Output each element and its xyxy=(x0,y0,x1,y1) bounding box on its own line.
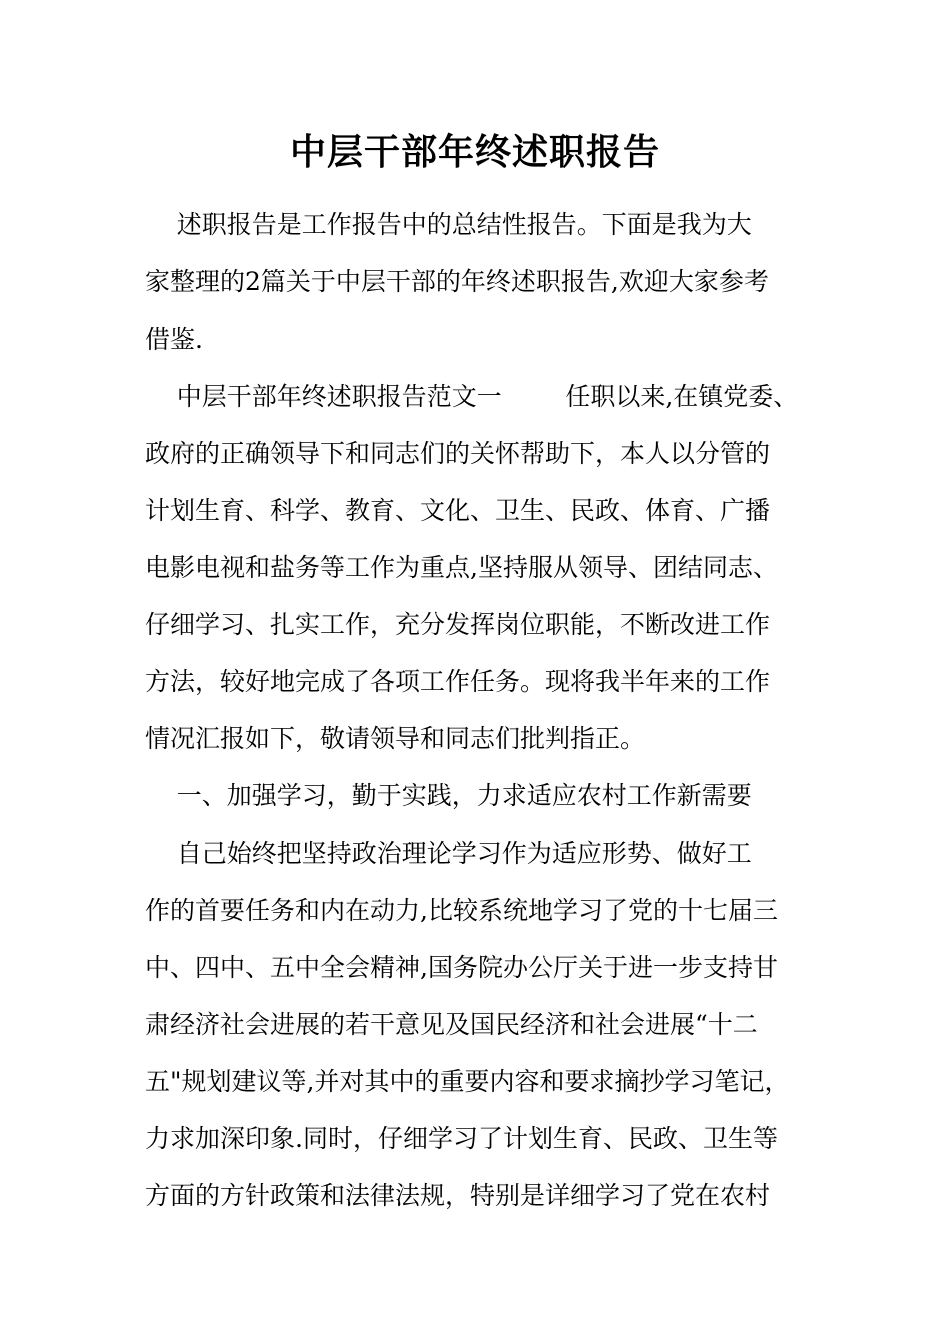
paragraph-line: 电影电视和盐务等工作为重点,坚持服从领导、团结同志、 xyxy=(145,553,778,582)
paragraph-line: 方法，较好地完成了各项工作任务。现将我半年来的工作 xyxy=(145,667,771,696)
paragraph-line: 政府的正确领导下和同志们的关怀帮助下，本人以分管的 xyxy=(145,439,771,468)
paragraph-line: 自己始终把坚持政治理论学习作为适应形势、做好工 xyxy=(145,839,752,868)
section-heading: 一、加强学习，勤于实践，力求适应农村工作新需要 xyxy=(145,781,752,810)
paragraph-line: 情况汇报如下，敬请领导和同志们批判指正。 xyxy=(145,724,646,753)
paragraph-line: 述职报告是工作报告中的总结性报告。下面是我为大 xyxy=(145,210,752,239)
paragraph-line: 中、四中、五中全会精神,国务院办公厅关于进一步支持甘 xyxy=(145,953,778,982)
paragraph-line: 计划生育、科学、教育、文化、卫生、民政、体育、广播 xyxy=(145,496,771,525)
paragraph-line: 中层干部年终述职报告范文一 任职以来,在镇党委、 xyxy=(145,382,799,411)
document-title: 中层干部年终述职报告 xyxy=(289,131,660,173)
paragraph-line: 五"规划建议等,并对其中的重要内容和要求摘抄学习笔记， xyxy=(145,1067,790,1096)
paragraph-line: 家整理的2篇关于中层干部的年终述职报告,欢迎大家参考 xyxy=(145,267,769,296)
paragraph-line: 仔细学习、扎实工作，充分发挥岗位职能，不断改进工作 xyxy=(145,610,771,639)
paragraph-line: 作的首要任务和内在动力,比较系统地学习了党的十七届三 xyxy=(145,896,778,925)
paragraph-line: 借鉴. xyxy=(145,325,203,354)
paragraph-line: 肃经济社会进展的若干意见及国民经济和社会进展“十二 xyxy=(145,1010,758,1039)
paragraph-line: 方面的方针政策和法律法规，特别是详细学习了党在农村 xyxy=(145,1181,771,1210)
paragraph-line: 力求加深印象.同时，仔细学习了计划生育、民政、卫生等 xyxy=(145,1124,778,1153)
